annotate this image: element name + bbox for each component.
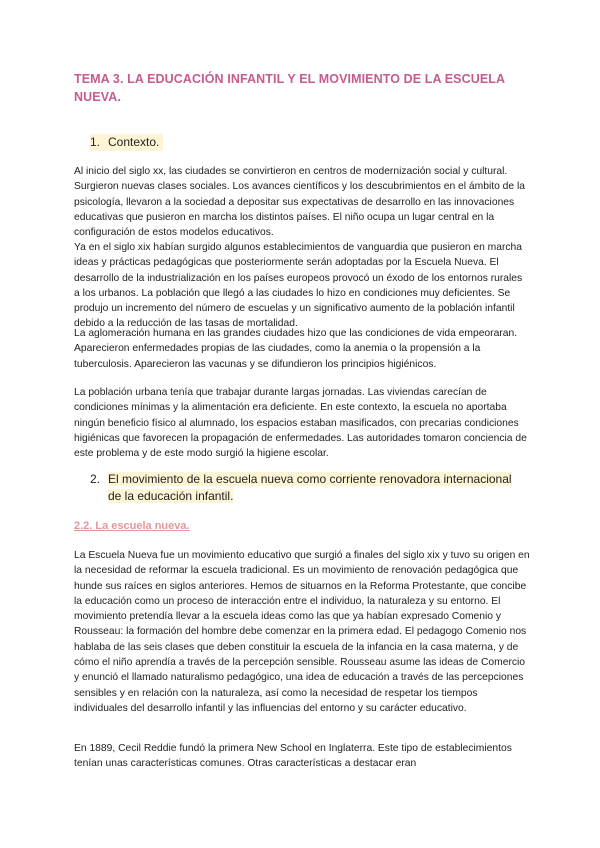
escuela-paragraph-1: La Escuela Nueva fue un movimiento educativo que surgió a finales del siglo xix y tuvo su origen en la necesidad de reformar la escuela tradicional. Es un movimiento de renovación pedagógica que hunde sus raíces en siglos anteriores. Hemos de situarnos en la Reforma Protestante, que concibe la educación como un proceso de interacción entre el individuo, la naturaleza y su entorno. El movimiento pretendía llevar a la escuela ideas como las que ya habían expresado Comenio y Rousseau: la formación del hombre debe comenzar en la primera edad. El pedagogo Comenio nos hablaba de las seis clases que deben constituir la escuela de la infancia en la casa materna, y de cómo el niño aprendía a través de la percepción sensible. Rousseau asume las ideas de Comercio y enunció el llamado naturalismo pedagógico, una idea de educación a través de las percepciones sensibles y en relación con la naturaleza, así como la necesidad de respetar los tiempos individuales del desarrollo infantil y las influencias del entorno y su carácter educativo.: [74, 550, 530, 714]
section-number: 2.: [90, 472, 101, 486]
context-paragraph-4: La población urbana tenía que trabajar durante largas jornadas. Las viviendas carecían de condiciones mínimas y la alimentación era deficiente. En este contexto, la escuela no aportaba ningún beneficio físico al alumnado, los espacios estaban masificados, con precarias condiciones higiénicas que favorecen la propagación de enfermedades. Las autoridades tomaron conciencia de este problema y de este modo surgió la higiene escolar.: [74, 387, 527, 460]
context-paragraph-3: La aglomeración humana en las grandes ciudades hizo que las condiciones de vida empeoraran. Aparecieron enfermedades propias de las ciudades, como la anemia o la propensión a la tuberculosis. Aparecieron las vacunas y se difundieron los principios higiénicos.: [74, 328, 518, 370]
section-heading-escuela-nueva: [90, 471, 520, 504]
section-label: Contexto.: [108, 135, 160, 149]
subsection-heading: 2.2. La escuela nueva.: [74, 520, 190, 532]
section-heading-context: [90, 134, 163, 151]
context-paragraph-1: Al inicio del siglo xx, las ciudades se convirtieron en centros de modernización social y cultural. Surgieron nuevas clases sociales. Los avances científicos y los descubrimientos en el ámbito de la psicología, llevaron a la sociedad a depositar sus expectativas de desarrollo en las innovaciones educativas que pusieron en marcha los distintos países. El niño ocupa un lugar central en la configuración de estos modelos educativos.: [74, 166, 526, 239]
context-paragraph-2: Ya en el siglo xix habían surgido algunos establecimientos de vanguardia que pusieron en marcha ideas y prácticas pedagógicas que posteriormente serán adoptadas por la Escuela Nueva. El desarrollo de la industrialización en los países europeos provocó un éxodo de los entornos rurales a los urbanos. La población que llegó a las ciudades lo hizo en condiciones muy deficientes. Se produjo un incremento del número de escuelas y un significativo aumento de la población infantil debido a la reducción de las tasas de mortalidad.: [74, 242, 523, 330]
section-label: El movimiento de la escuela nueva como corriente renovadora internacional de la educación infantil.: [108, 472, 512, 503]
document-title: TEMA 3. LA EDUCACIÓN INFANTIL Y EL MOVIMIENTO DE LA ESCUELA NUEVA.: [74, 72, 505, 104]
section-number: 1.: [90, 135, 101, 149]
escuela-paragraph-2: En 1889, Cecil Reddie fundó la primera New School en Inglaterra. Este tipo de establecimientos tenían unas características comunes. Otras características a destacar eran: [74, 743, 512, 770]
